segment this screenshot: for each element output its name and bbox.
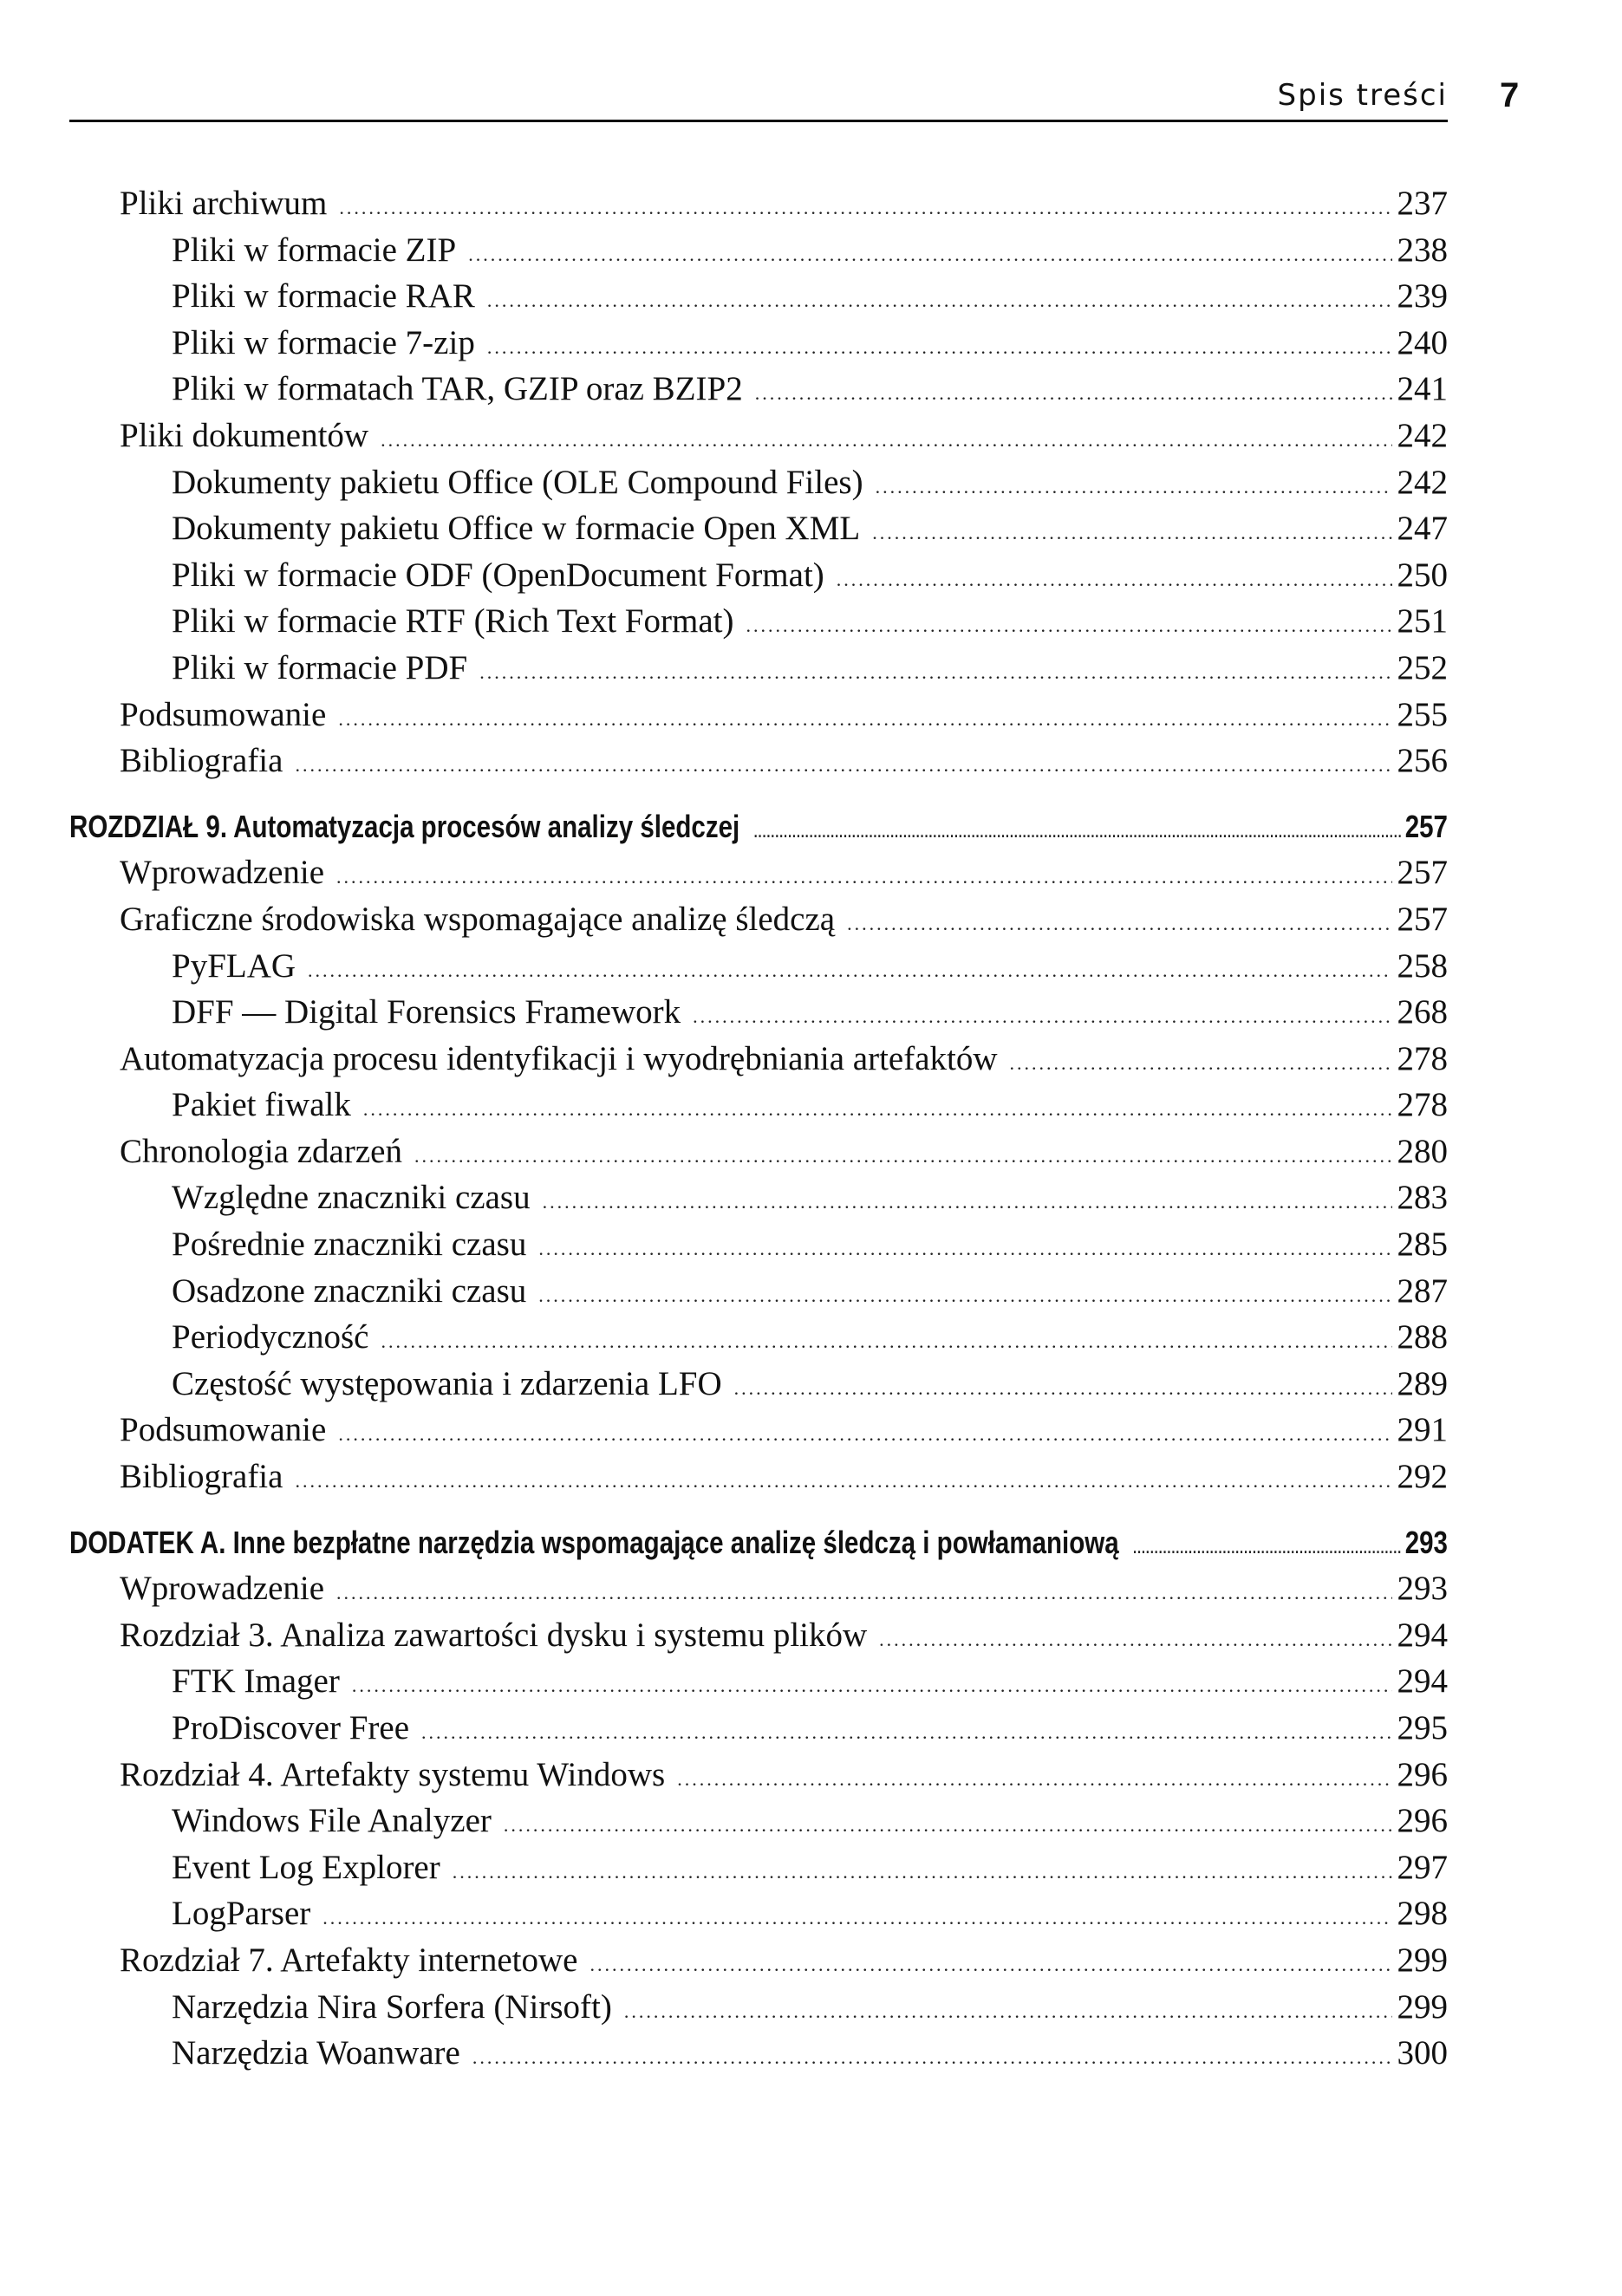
entry-page: 291: [1397, 1411, 1448, 1449]
entry-page: 255: [1397, 695, 1448, 733]
entry-title: Rozdział 3. Analiza zawartości dysku i systemu plików: [120, 1616, 868, 1654]
entry-title: Osadzone znaczniki czasu: [172, 1272, 527, 1310]
dot-leader: [468, 231, 1391, 278]
dot-leader: [538, 1226, 1391, 1272]
toc-subentry[interactable]: [69, 1658, 1448, 1705]
chapter-title: ROZDZIAŁ 9. Automatyzacja procesów analizy śledczej: [69, 808, 740, 844]
entry-title: Pliki w formatach TAR, GZIP oraz BZIP2: [172, 370, 743, 408]
running-header-title: Spis treści: [1277, 78, 1448, 113]
entry-page: 257: [1397, 900, 1448, 938]
entry-title: Wprowadzenie: [120, 854, 325, 892]
entry-title: Pliki w formacie 7-zip: [172, 323, 475, 361]
entry-page: 242: [1397, 463, 1448, 501]
dot-leader: [872, 510, 1391, 556]
entry-title: Pliki w formacie ZIP: [172, 231, 457, 269]
dot-leader: [538, 1272, 1391, 1319]
dot-leader: [847, 901, 1391, 947]
entry-title: Chronologia zdarzeń: [120, 1132, 402, 1170]
dot-leader: [338, 696, 1391, 743]
appendix-page: 293: [1404, 1524, 1448, 1560]
dot-leader: [543, 1179, 1392, 1226]
dot-leader: [381, 1318, 1391, 1365]
dot-leader: [308, 947, 1391, 994]
entry-title: Graficzne środowiska wspomagające analizę śledczą: [120, 900, 836, 938]
entry-title: Bibliografia: [120, 742, 283, 780]
toc-subentry[interactable]: [69, 598, 1448, 645]
entry-page: 258: [1397, 946, 1448, 985]
entry-title: Dokumenty pakietu Office w formacie Open XML: [172, 510, 861, 548]
entry-page: 251: [1397, 602, 1448, 641]
toc-section-continued: [69, 180, 1448, 784]
dot-leader: [876, 464, 1392, 511]
toc-subentry[interactable]: [69, 320, 1448, 367]
toc-chapter-9-items: [69, 849, 1448, 1499]
entry-title: Pliki w formacie PDF: [172, 648, 468, 686]
entry-title: DFF — Digital Forensics Framework: [172, 993, 681, 1031]
toc-entry[interactable]: [69, 413, 1448, 459]
dot-leader: [755, 370, 1392, 417]
entry-page: 287: [1397, 1272, 1448, 1310]
dot-leader: [1010, 1040, 1392, 1087]
chapter-page: 257: [1404, 808, 1448, 844]
entry-title: Wprowadzenie: [120, 1570, 325, 1608]
dot-leader: [414, 1133, 1392, 1180]
dot-leader: [677, 1756, 1391, 1803]
toc-subentry[interactable]: [69, 2030, 1448, 2077]
entry-page: 238: [1397, 231, 1448, 269]
appendix-title: DODATEK A. Inne bezpłatne narzędzia wspomagające analizę śledczą i powłamaniową: [69, 1524, 1119, 1560]
entry-page: 268: [1397, 993, 1448, 1031]
toc-subentry[interactable]: [69, 366, 1448, 413]
entry-title: Pliki w formacie ODF (OpenDocument Format): [172, 556, 824, 594]
entry-title: Podsumowanie: [120, 1411, 327, 1449]
toc-subentry[interactable]: [69, 1798, 1448, 1844]
toc-subentry[interactable]: [69, 273, 1448, 320]
dot-leader: [295, 742, 1391, 789]
toc-subentry[interactable]: [69, 227, 1448, 274]
toc-subentry[interactable]: [69, 505, 1448, 552]
entry-title: Pliki archiwum: [120, 185, 328, 222]
toc-subentry[interactable]: [69, 943, 1448, 990]
toc-subentry[interactable]: [69, 459, 1448, 506]
entry-title: Bibliografia: [120, 1458, 283, 1496]
toc-entry[interactable]: [69, 1407, 1448, 1454]
dot-leader: [363, 1086, 1392, 1133]
entry-page: 278: [1397, 1086, 1448, 1124]
dot-leader: [693, 993, 1391, 1040]
toc-appendix-heading[interactable]: [69, 1519, 1448, 1566]
toc-entry[interactable]: [69, 849, 1448, 896]
toc-subentry[interactable]: [69, 1314, 1448, 1361]
running-header: [69, 71, 1448, 123]
entry-page: 280: [1397, 1132, 1448, 1170]
dot-leader: [1133, 1525, 1401, 1572]
entry-title: LogParser: [172, 1895, 311, 1933]
entry-page: 247: [1397, 510, 1448, 548]
dot-leader: [421, 1709, 1391, 1756]
toc-entry[interactable]: [69, 738, 1448, 784]
entry-title: Windows File Analyzer: [172, 1802, 492, 1840]
toc-subentry[interactable]: [69, 1221, 1448, 1268]
dot-leader: [336, 854, 1391, 901]
dot-leader: [352, 1662, 1392, 1709]
entry-title: Pakiet fiwalk: [172, 1086, 351, 1124]
dot-leader: [590, 1942, 1391, 1988]
toc-entry[interactable]: [69, 180, 1448, 227]
entry-title: Automatyzacja procesu identyfikacji i wyodrębniania artefaktów: [120, 1039, 998, 1077]
toc-subentry[interactable]: [69, 645, 1448, 692]
toc-subentry[interactable]: [69, 1890, 1448, 1937]
dot-leader: [754, 810, 1401, 856]
toc-entry[interactable]: [69, 1612, 1448, 1659]
toc-chapter-heading[interactable]: [69, 803, 1448, 850]
entry-title: Rozdział 7. Artefakty internetowe: [120, 1941, 578, 1979]
dot-leader: [624, 1988, 1392, 2035]
dot-leader: [837, 556, 1392, 603]
dot-leader: [504, 1802, 1392, 1849]
toc-entry[interactable]: [69, 692, 1448, 738]
dot-leader: [381, 417, 1391, 464]
entry-page: 292: [1397, 1458, 1448, 1496]
toc-subentry[interactable]: [69, 1268, 1448, 1315]
toc-entry[interactable]: [69, 1036, 1448, 1083]
toc-subentry[interactable]: [69, 1705, 1448, 1752]
entry-title: Względne znaczniki czasu: [172, 1179, 531, 1217]
toc-entry[interactable]: [69, 1565, 1448, 1612]
dot-leader: [734, 1365, 1392, 1412]
entry-page: 293: [1397, 1570, 1448, 1608]
dot-leader: [487, 324, 1392, 371]
dot-leader: [339, 185, 1391, 231]
toc-subentry[interactable]: [69, 1174, 1448, 1221]
toc-appendix-a-items: [69, 1565, 1448, 2077]
entry-page: 240: [1397, 323, 1448, 361]
entry-title: Rozdział 4. Artefakty systemu Windows: [120, 1755, 666, 1793]
entry-title: Pliki dokumentów: [120, 416, 369, 454]
entry-title: Podsumowanie: [120, 695, 327, 733]
entry-page: 278: [1397, 1039, 1448, 1077]
entry-page: 252: [1397, 648, 1448, 686]
entry-page: 297: [1397, 1848, 1448, 1886]
entry-page: 296: [1397, 1802, 1448, 1840]
entry-page: 250: [1397, 556, 1448, 594]
dot-leader: [453, 1849, 1392, 1896]
header-rule: [69, 120, 1448, 122]
toc-subentry[interactable]: [69, 1844, 1448, 1891]
entry-page: 283: [1397, 1179, 1448, 1217]
page-number: 7: [1500, 76, 1520, 114]
entry-page: 294: [1397, 1616, 1448, 1654]
entry-page: 296: [1397, 1755, 1448, 1793]
entry-title: Event Log Explorer: [172, 1848, 440, 1886]
dot-leader: [322, 1895, 1391, 1942]
entry-title: FTK Imager: [172, 1662, 340, 1701]
entry-page: 294: [1397, 1662, 1448, 1701]
entry-page: 237: [1397, 185, 1448, 222]
dot-leader: [879, 1616, 1391, 1663]
toc-subentry[interactable]: [69, 1361, 1448, 1408]
dot-leader: [487, 277, 1392, 324]
dot-leader: [295, 1458, 1391, 1505]
entry-page: 298: [1397, 1895, 1448, 1933]
toc-subentry[interactable]: [69, 1984, 1448, 2031]
dot-leader: [338, 1411, 1391, 1458]
entry-title: Dokumenty pakietu Office (OLE Compound Files): [172, 463, 863, 501]
toc-entry[interactable]: [69, 1752, 1448, 1798]
entry-page: 242: [1397, 416, 1448, 454]
entry-page: 295: [1397, 1709, 1448, 1746]
entry-title: Pośrednie znaczniki czasu: [172, 1226, 527, 1264]
entry-title: Narzędzia Nira Sorfera (Nirsoft): [172, 1987, 612, 2026]
entry-title: Pliki w formacie RAR: [172, 277, 475, 315]
entry-title: Narzędzia Woanware: [172, 2034, 460, 2072]
entry-page: 241: [1397, 370, 1448, 408]
entry-page: 299: [1397, 1987, 1448, 2026]
dot-leader: [472, 2034, 1392, 2081]
entry-title: PyFLAG: [172, 946, 296, 985]
dot-leader: [479, 649, 1391, 696]
entry-page: 289: [1397, 1364, 1448, 1402]
table-of-contents: [69, 180, 1448, 2077]
entry-title: Pliki w formacie RTF (Rich Text Format): [172, 602, 734, 641]
toc-subentry[interactable]: [69, 552, 1448, 599]
dot-leader: [336, 1570, 1391, 1616]
entry-title: ProDiscover Free: [172, 1709, 410, 1746]
toc-entry[interactable]: [69, 1454, 1448, 1500]
entry-page: 239: [1397, 277, 1448, 315]
dot-leader: [746, 602, 1391, 649]
entry-title: Periodyczność: [172, 1318, 369, 1356]
entry-page: 299: [1397, 1941, 1448, 1979]
toc-subentry[interactable]: [69, 989, 1448, 1036]
entry-page: 288: [1397, 1318, 1448, 1356]
entry-title: Częstość występowania i zdarzenia LFO: [172, 1364, 722, 1402]
entry-page: 300: [1397, 2034, 1448, 2072]
toc-entry[interactable]: [69, 1128, 1448, 1175]
entry-page: 256: [1397, 742, 1448, 780]
toc-subentry[interactable]: [69, 1082, 1448, 1128]
entry-page: 285: [1397, 1226, 1448, 1264]
entry-page: 257: [1397, 854, 1448, 892]
toc-entry[interactable]: [69, 1937, 1448, 1984]
toc-entry[interactable]: [69, 896, 1448, 943]
